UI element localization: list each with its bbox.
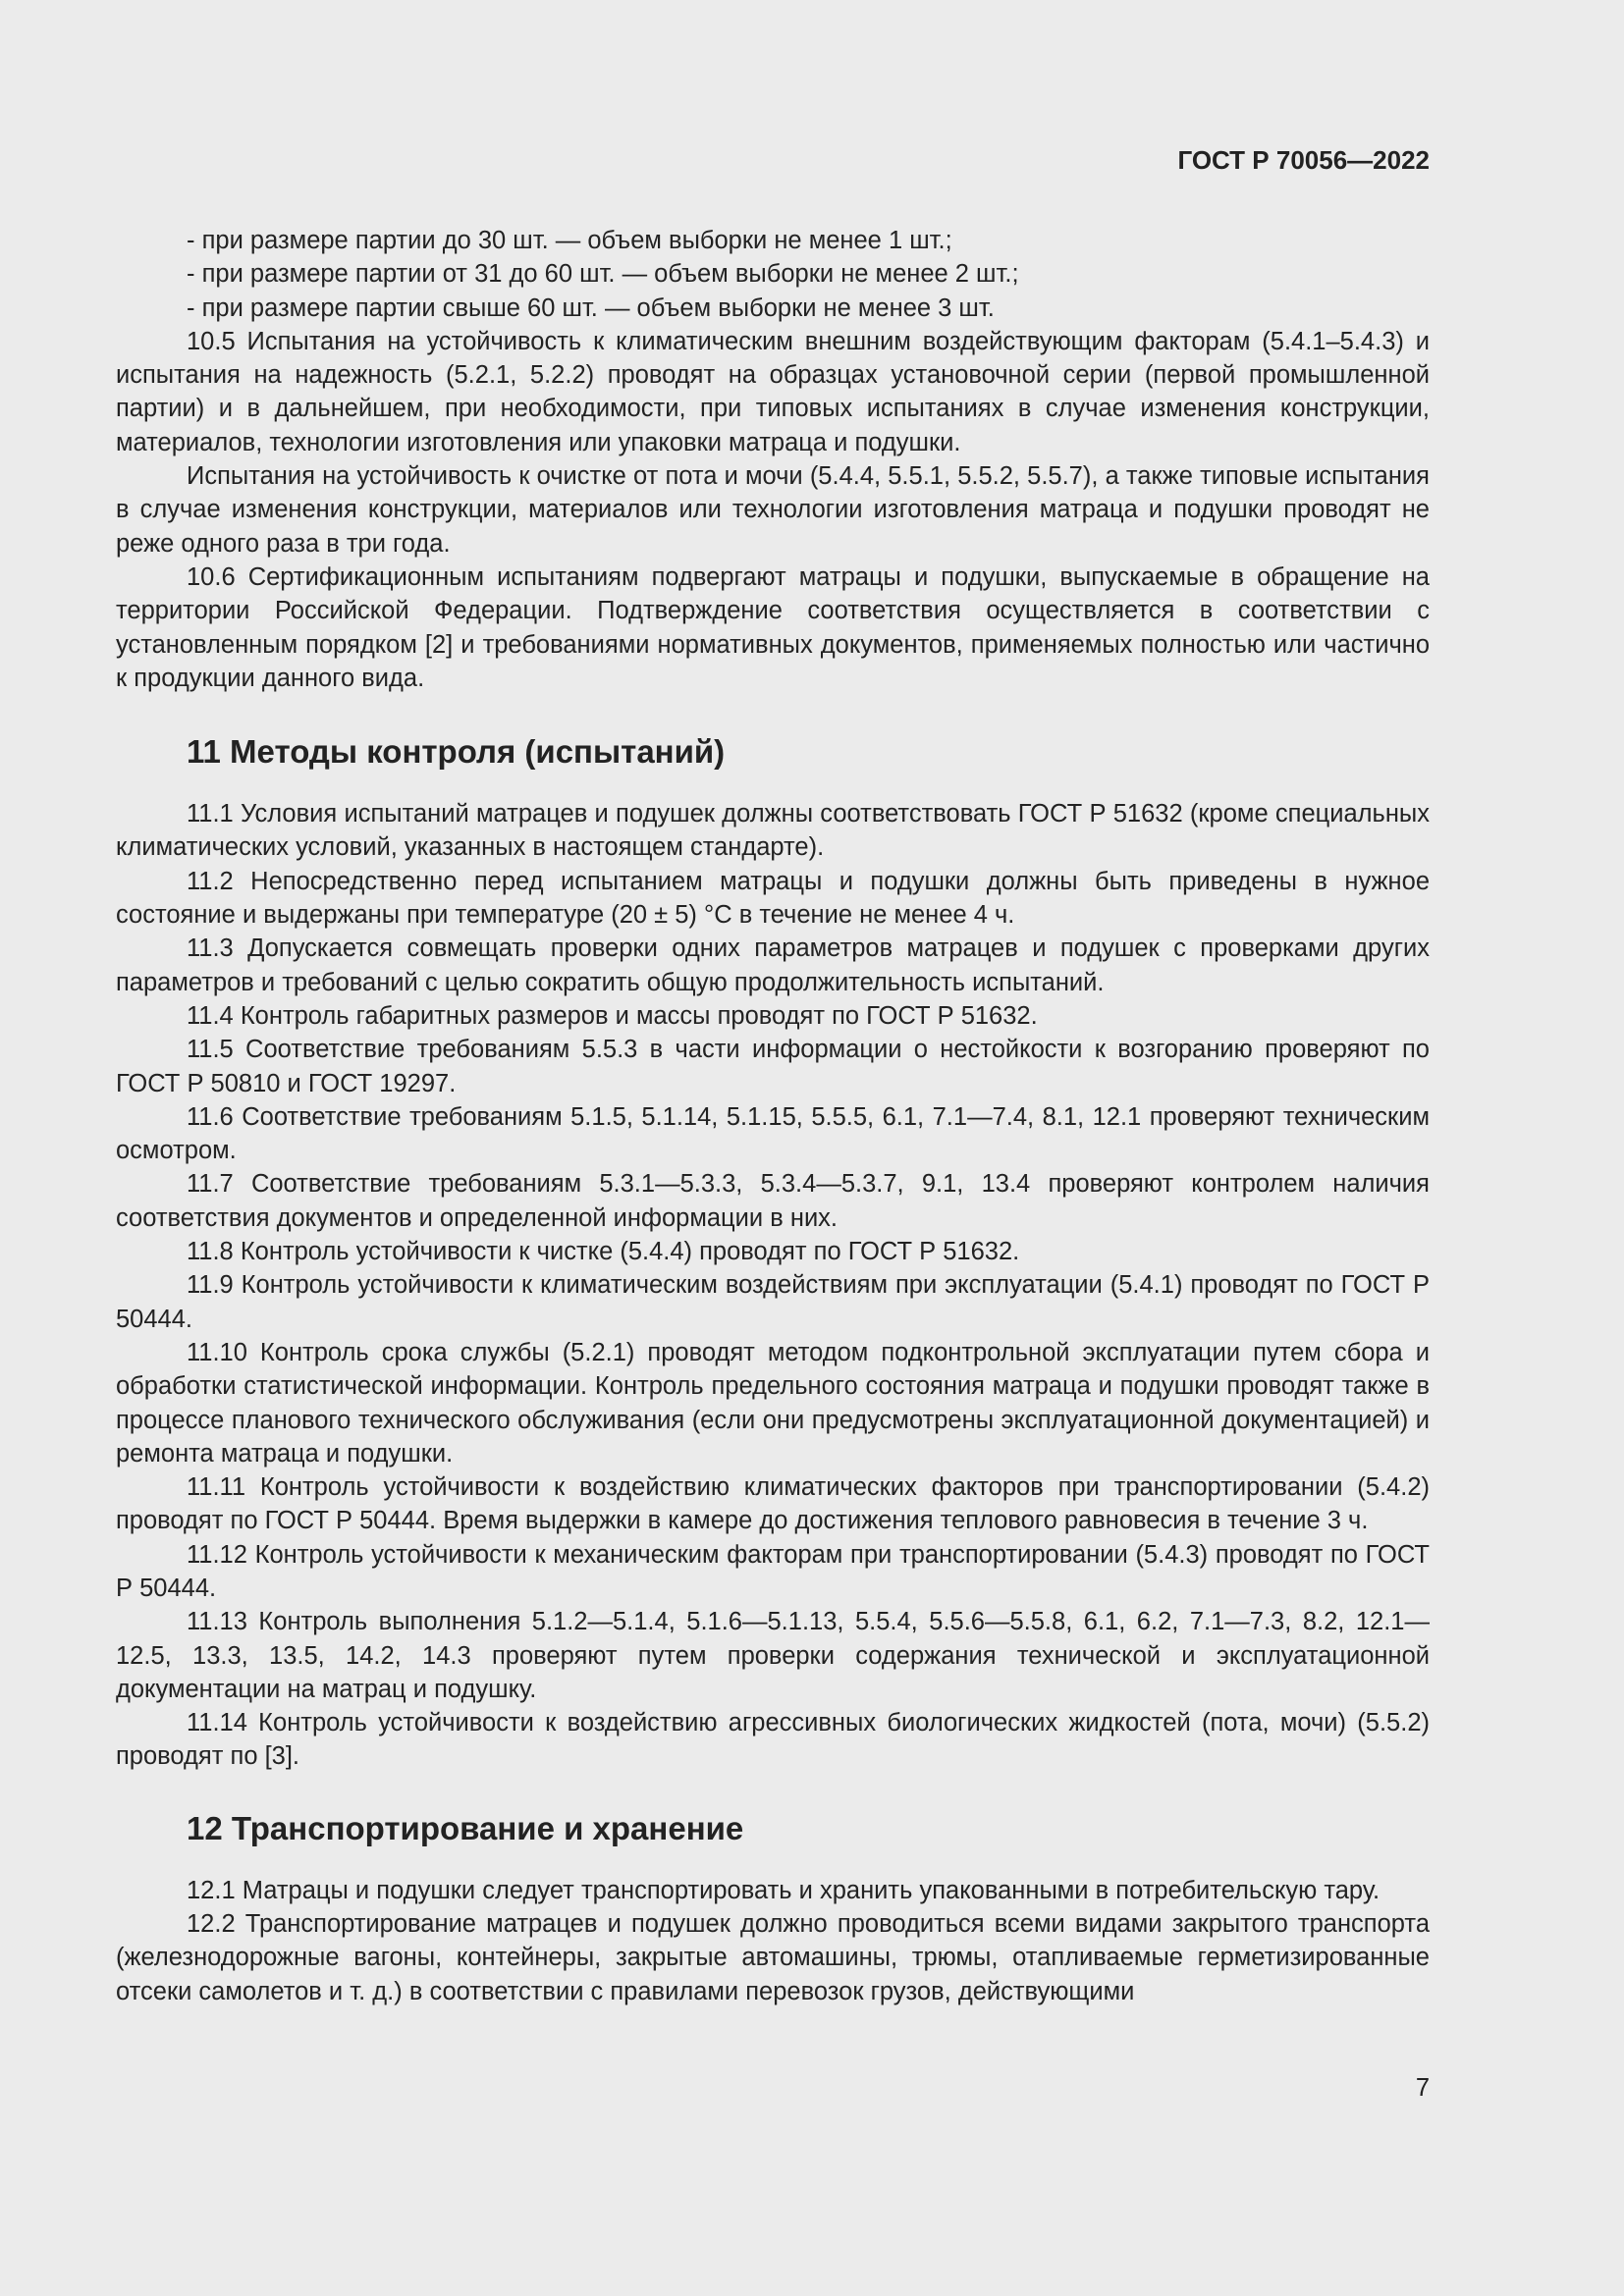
- paragraph-11-12: 11.12 Контроль устойчивости к механическим факторам при транспортировании (5.4.3) проводят по ГОСТ Р 50444.: [116, 1540, 1430, 1602]
- paragraph-10-6: 10.6 Сертификационным испытаниям подвергают матрацы и подушки, выпускаемые в обращение на территории Российской Федерации. Подтверждение соответствия осуществляется в соответствии с установленным порядком [2] и требованиями нормативных документов, применяемых полностью или частично к продукции данного вида.: [116, 562, 1430, 692]
- page-content: [116, 224, 1430, 2008]
- paragraph-12-2: 12.2 Транспортирование матрацев и подушек должно проводиться всеми видами закрытого транспорта (железнодорожные вагоны, контейнеры, закрытые автомашины, трюмы, отапливаемые герметизированные отсеки самолетов и т. д.) в соответствии с правилами перевозок грузов, действующими: [116, 1910, 1430, 2005]
- paragraph-10-5-cont: Испытания на устойчивость к очистке от пота и мочи (5.4.4, 5.5.1, 5.5.2, 5.5.7), а также типовые испытания в случае изменения конструкции, материалов или технологии изготовления матраца и подушки проводят не реже одного раза в три года.: [116, 462, 1430, 558]
- paragraph-11-6: 11.6 Соответствие требованиям 5.1.5, 5.1.14, 5.1.15, 5.5.5, 6.1, 7.1—7.4, 8.1, 12.1 проверяют техническим осмотром.: [116, 1102, 1430, 1165]
- paragraph-11-4: 11.4 Контроль габаритных размеров и массы проводят по ГОСТ Р 51632.: [187, 1001, 1038, 1030]
- section-12-title: 12 Транспортирование и хранение: [187, 1809, 744, 1846]
- paragraph-11-11: 11.11 Контроль устойчивости к воздействию климатических факторов при транспортировании (5.4.2) проводят по ГОСТ Р 50444. Время выдержки в камере до достижения теплового равновесия в течение 3 ч.: [116, 1473, 1430, 1535]
- section-12-body: [116, 1874, 1430, 2008]
- page-number: 7: [1415, 2074, 1430, 2102]
- paragraph-11-10: 11.10 Контроль срока службы (5.2.1) проводят методом подконтрольной эксплуатации путем сбора и обработки статистической информации. Контроль предельного состояния матраца и подушки проводят также в процессе планового технического обслуживания (если они предусмотрены эксплуатационной документацией) и ремонта матраца и подушки.: [116, 1338, 1430, 1468]
- paragraph-11-2: 11.2 Непосредственно перед испытанием матрацы и подушки должны быть приведены в нужное состояние и выдержаны при температуре (20 ± 5) °С в течение не менее 4 ч.: [116, 867, 1430, 930]
- paragraph-11-1: 11.1 Условия испытаний матрацев и подушек должны соответствовать ГОСТ Р 51632 (кроме специальных климатических условий, указанных в настоящем стандарте).: [116, 800, 1430, 862]
- section-11-title: 11 Методы контроля (испытаний): [187, 733, 726, 771]
- paragraph-11-8: 11.8 Контроль устойчивости к чистке (5.4.4) проводят по ГОСТ Р 51632.: [187, 1238, 1020, 1266]
- document-id-header: ГОСТ Р 70056—2022: [1177, 145, 1430, 175]
- paragraph-11-7: 11.7 Соответствие требованиям 5.3.1—5.3.3, 5.3.4—5.3.7, 9.1, 13.4 проверяют контролем наличия соответствия документов и определенной информации в них.: [116, 1170, 1430, 1232]
- section-11-body: [116, 797, 1430, 1774]
- paragraph-11-5: 11.5 Соответствие требованиям 5.5.3 в части информации о нестойкости к возгоранию проверяют по ГОСТ Р 50810 и ГОСТ 19297.: [116, 1036, 1430, 1097]
- list-item-batch-size-2: - при размере партии от 31 до 60 шт. — объем выборки не менее 2 шт.;: [187, 260, 1019, 289]
- paragraph-11-3: 11.3 Допускается совмещать проверки одних параметров матрацев и подушек с проверками других параметров и требований с целью сократить общую продолжительность испытаний.: [116, 934, 1430, 996]
- paragraph-12-1: 12.1 Матрацы и подушки следует транспортировать и хранить упакованными в потребительскую тару.: [187, 1876, 1380, 1904]
- paragraph-11-9: 11.9 Контроль устойчивости к климатическим воздействиям при эксплуатации (5.4.1) проводят по ГОСТ Р 50444.: [116, 1271, 1430, 1333]
- paragraph-11-13: 11.13 Контроль выполнения 5.1.2—5.1.4, 5.1.6—5.1.13, 5.5.4, 5.5.6—5.5.8, 6.1, 6.2, 7.1—7.3, 8.2, 12.1—12.5, 13.3, 13.5, 14.2, 14.3 проверяют путем проверки содержания технической и эксплуатационной документации на матрац и подушку.: [116, 1608, 1430, 1703]
- block-top: [116, 224, 1430, 695]
- list-item-batch-size-1: - при размере партии до 30 шт. — объем выборки не менее 1 шт.;: [187, 227, 952, 254]
- list-item-batch-size-3: - при размере партии свыше 60 шт. — объем выборки не менее 3 шт.: [187, 294, 995, 322]
- paragraph-11-14: 11.14 Контроль устойчивости к воздействию агрессивных биологических жидкостей (пота, мочи) (5.5.2) проводят по [3].: [116, 1709, 1430, 1771]
- paragraph-10-5: 10.5 Испытания на устойчивость к климатическим внешним воздействующим факторам (5.4.1–5.4.3) и испытания на надежность (5.2.1, 5.2.2) проводят на образцах установочной серии (первой промышленной партии) и в дальнейшем, при необходимости, при типовых испытаниях в случае изменения конструкции, материалов, технологии изготовления или упаковки матраца и подушки.: [116, 327, 1430, 456]
